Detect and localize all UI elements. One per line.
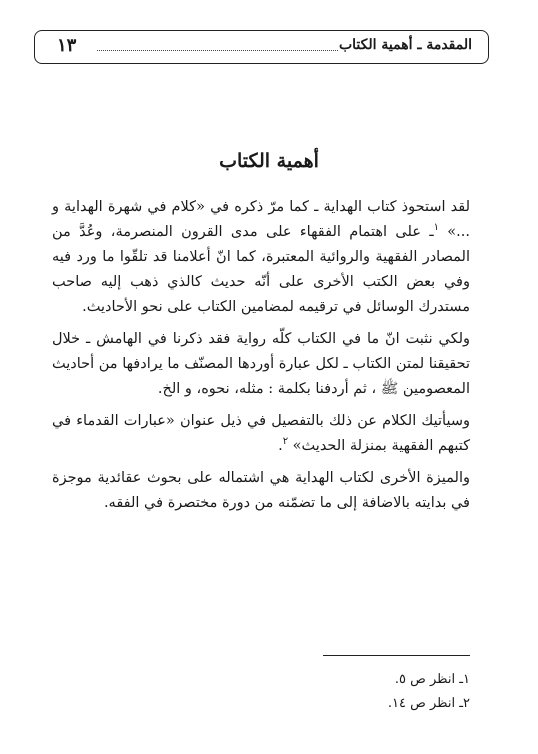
footnote: ٢ـ انظر ص ١٤.	[387, 696, 470, 711]
header-dotted-leader	[97, 50, 338, 51]
paragraph: ولكي نثبت انّ ما في الكتاب كلّه رواية فقد ذكرنا في الهامش ـ خلال تحقيقنا لمتن الكتاب ـ لكل عبارة أوردها المصنّف ما يرادفها من أحاديث المعصومين ﷺ ، ثم أردفنا بكلمة : مثله، نحوه، و الخ.	[52, 331, 470, 397]
running-header	[34, 30, 489, 64]
paragraph: وسيأتيك الكلام عن ذلك بالتفصيل في ذيل عنوان «عبارات القدماء في كتبهم الفقهية بمنزلة الحديث» $^٢$.	[52, 413, 470, 454]
page-number: ١٣	[57, 35, 77, 56]
body-text	[52, 195, 470, 523]
header-title: المقدمة ـ أهمية الكتاب	[338, 37, 472, 53]
footnotes	[170, 668, 470, 716]
paragraph: لقد استحوذ كتاب الهداية ـ كما مرّ ذكره في «كلام في شهرة الهداية و ...» $^١$ـ على اهتمام الفقهاء على مدى القرون المنصرمة، وعُدَّ من المصادر الفقهية والروائية المعتبرة، كما انّ أعلامنا قد تلقّوا ما ورد فيه وفي بعض الكتب الأخرى على أنّه حديث كالذي ذهب إليه صاحب مستدرك الوسائل في ترقيمه لمضامين الكتاب على نحو الأحاديث.	[52, 199, 471, 315]
footnote-separator	[323, 655, 470, 656]
paragraph: والميزة الأخرى لكتاب الهداية هي اشتماله على بحوث عقائدية موجزة في بدايته بالاضافة إلى ما تضمّنه من دورة مختصرة في الفقه.	[52, 470, 470, 511]
section-heading: أهمية الكتاب	[219, 150, 319, 172]
footnote-marker: ١	[433, 222, 439, 234]
footnote-marker: ٢	[282, 436, 289, 448]
footnote: ١ـ انظر ص ٥.	[394, 672, 470, 687]
